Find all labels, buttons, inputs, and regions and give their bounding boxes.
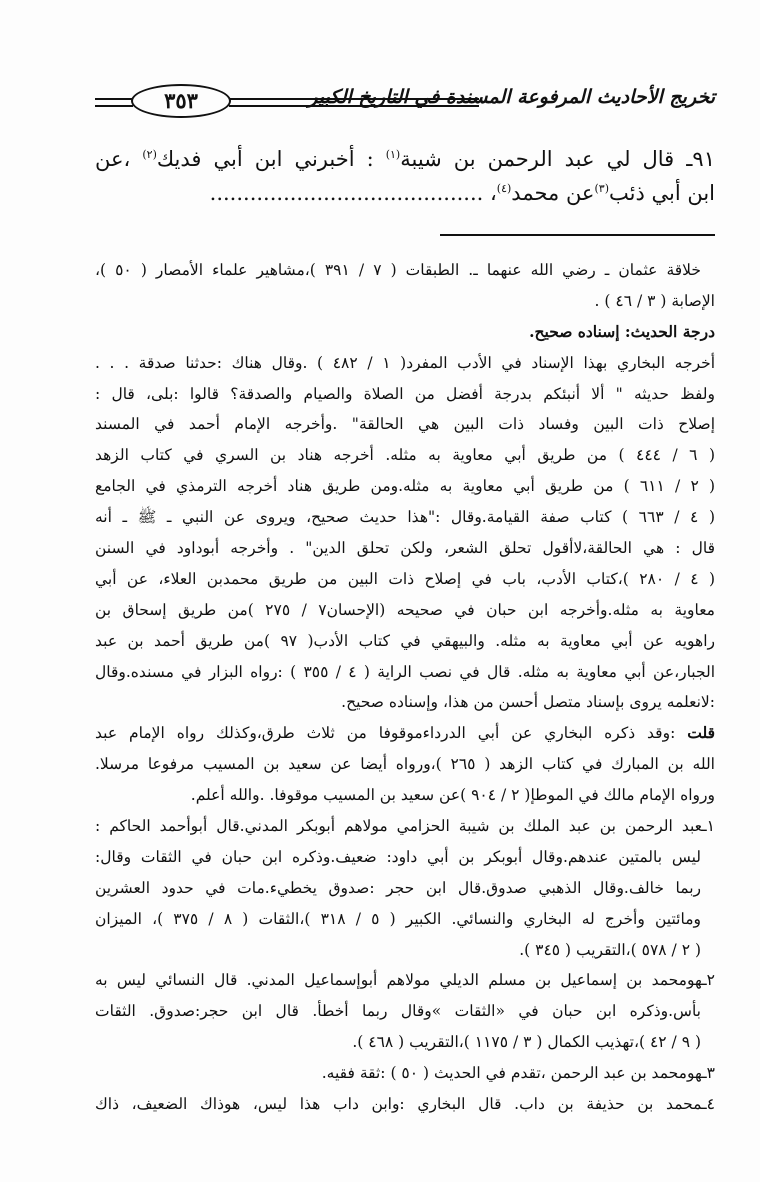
bold-text: درجة الحديث: إسناده صحيح. (529, 321, 715, 341)
text-run: ولفظ حديثه " ألا أنبئكم بدرجة أفضل من الصلاة والصيام والصدقة؟ قالوا :بلى، قال : (95, 384, 715, 403)
footnote-line (95, 440, 715, 471)
footnotes (95, 255, 715, 1120)
footnote-line (95, 873, 715, 904)
text-run: ٣ـهومحمد بن عبد الرحمن ،تقدم في الحديث ( ٥٠ ) :ثقة فقيه. (321, 1064, 715, 1083)
text-run: خلاقة عثمان ـ رضي الله عنهما ـ. الطبقات ( ٧ / ٣٩١ )،مشاهير علماء الأمصار ( ٥٠ )، (95, 261, 701, 279)
footnote-line (95, 1089, 715, 1120)
footnote-line (95, 780, 715, 811)
footnote-line (95, 595, 715, 626)
footnote-ref: (٢) (142, 148, 157, 161)
footnote-line (95, 348, 715, 379)
footnote-line (95, 718, 715, 749)
footnote-line (95, 687, 715, 718)
footnote-line (95, 564, 715, 595)
footnote-line (95, 626, 715, 657)
footnote-line (95, 811, 715, 842)
footnote-line (95, 317, 715, 348)
text-run: ١ـعبد الرحمن بن عبد الملك بن شيبة الحزامي مولاهم أبوبكر المدني.قال أبوأحمد الحاكم : (95, 817, 715, 836)
footnote-line (95, 935, 715, 966)
footnote-line (95, 409, 715, 440)
text-run: ( ٩ / ٤٢ )،تهذيب الكمال ( ٣ / ١١٧٥ )،التقريب ( ٤٦٨ ). (352, 1033, 701, 1052)
text-run: إصلاح ذات البين وفساد ذات البين هي الحالقة" .وأخرجه الإمام أحمد في المسند (95, 415, 715, 434)
text-run: ، ......................................... (209, 181, 497, 205)
header-rule-left (95, 98, 133, 107)
text-run: عن محمد (511, 181, 595, 205)
text-run: ( ٢ / ٦١١ ) من طريق أبي معاوية به مثله.ومن طريق هناد أخرجه الترمذي في الجامع (95, 477, 715, 496)
text-run: ٩١ـ قال لي عبد الرحمن بن شيبة (400, 147, 715, 171)
footnote-line (95, 255, 715, 286)
text-run: ٤ـمحمد بن حذيفة بن داب. قال البخاري :وابن داب هذا ليس، هوذاك الضعيف، ذاك (95, 1095, 715, 1114)
hadith-text (95, 138, 715, 206)
text-run: ،عن (95, 147, 143, 171)
footnote-line (95, 996, 715, 1027)
main-text-line (95, 138, 715, 172)
bold-text: قلت (687, 723, 715, 743)
footnote-line (95, 842, 715, 873)
text-run: الجبار،عن أبي معاوية به مثله. قال في نصب الراية ( ٤ / ٣٥٥ ) :رواه البزار في مسنده.وقال (95, 662, 715, 681)
text-run: معاوية به مثله.وأخرجه ابن حبان في صحيحه (الإحسان٧ / ٢٧٥ )من طريق إسحاق بن (95, 600, 715, 619)
text-run: ( ٢ / ٥٧٨ )،التقريب ( ٣٤٥ ). (519, 940, 701, 959)
text-run: أخرجه البخاري بهذا الإسناد في الأدب المفرد( ١ / ٤٨٢ ) .وقال هناك :حدثنا صدقة . . . (95, 353, 715, 372)
footnote-ref: (٤) (496, 182, 512, 195)
footnote-ref: (١) (385, 148, 401, 161)
text-run: قال : هي الحالقة،لاأقول تحلق الشعر، ولكن تحلق الدين" . وأخرجه أبوداود في السنن (95, 539, 715, 558)
footnote-line (95, 904, 715, 935)
footnote-line (95, 533, 715, 564)
footnote-line (95, 502, 715, 533)
running-title: تخريج الأحاديث المرفوعة المسندة في التاريخ الكبير (308, 86, 715, 108)
footnote-ref: (٣) (594, 182, 609, 195)
text-run: ورواه الإمام مالك في الموطإ( ٢ / ٩٠٤ )عن سعيد بن المسيب موقوفا. .والله أعلم. (190, 786, 715, 805)
text-run: ابن أبي ذئب (608, 181, 715, 205)
text-run: :وقد ذكره البخاري عن أبي الدرداءموقوفا من ثلاث طرق،وكذلك رواه الإمام عبد (95, 724, 688, 743)
footnote-line (95, 965, 715, 996)
footnote-line (95, 1058, 715, 1089)
text-run: ٢ـهومحمد بن إسماعيل بن مسلم الديلي مولاهم أبوإسماعيل المدني. قال النسائي ليس به (95, 971, 715, 990)
footnote-separator (440, 234, 715, 236)
text-run: الإصابة ( ٣ / ٤٦ ) . (594, 291, 715, 310)
text-run: ( ٤ / ٦٦٣ ) كتاب صفة القيامة.وقال :"هذا حديث صحيح، ويروى عن النبي ـ ﷺ ـ أنه (95, 508, 715, 527)
text-run: : أخبرني ابن أبي فديك (156, 147, 386, 171)
text-run: بأس.وذكره ابن حبان في «الثقات »وقال ربما أخطأ. قال ابن حجر:صدوق. الثقات (95, 1002, 701, 1021)
footnote-line (95, 1027, 715, 1058)
page-header (95, 82, 715, 122)
text-run: ( ٤ / ٢٨٠ )،كتاب الأدب، باب في إصلاح ذات البين من طريق محمدبن العلاء، عن أبي (95, 569, 715, 588)
page-number: ٣٥٣ (131, 84, 231, 118)
main-text-line (95, 172, 715, 206)
text-run: ربما خالف.وقال الذهبي صدوق.قال ابن حجر :صدوق يخطيء.مات في حدود العشرين (95, 878, 701, 897)
footnote-line (95, 471, 715, 502)
text-run: ليس بالمتين عندهم.وقال أبوبكر بن أبي داود: ضعيف.وذكره ابن حبان في الثقات وقال: (95, 847, 701, 866)
text-run: الله بن المبارك في كتاب الزهد ( ٢٦٥ )،ورواه أيضا عن سعيد بن المسيب مرفوعا مرسلا. (95, 755, 715, 774)
footnote-line (95, 379, 715, 410)
text-run: راهويه عن أبي معاوية به مثله. والبيهقي في كتاب الأدب( ٩٧ )من طريق أحمد بن عبد (95, 631, 715, 650)
text-run: :لانعلمه يروى بإسناد متصل أحسن من هذا، وإسناده صحيح. (341, 693, 715, 712)
text-run: ( ٦ / ٤٤٤ ) من طريق أبي معاوية به مثله. أخرجه هناد بن السري في كتاب الزهد (95, 446, 715, 465)
footnote-line (95, 749, 715, 780)
text-run: ومائتين وأخرج له البخاري والنسائي. الكبير ( ٥ / ٣١٨ )،الثقات ( ٨ / ٣٧٥ )، الميزان (95, 909, 701, 928)
footnote-line (95, 286, 715, 317)
footnote-line (95, 657, 715, 688)
